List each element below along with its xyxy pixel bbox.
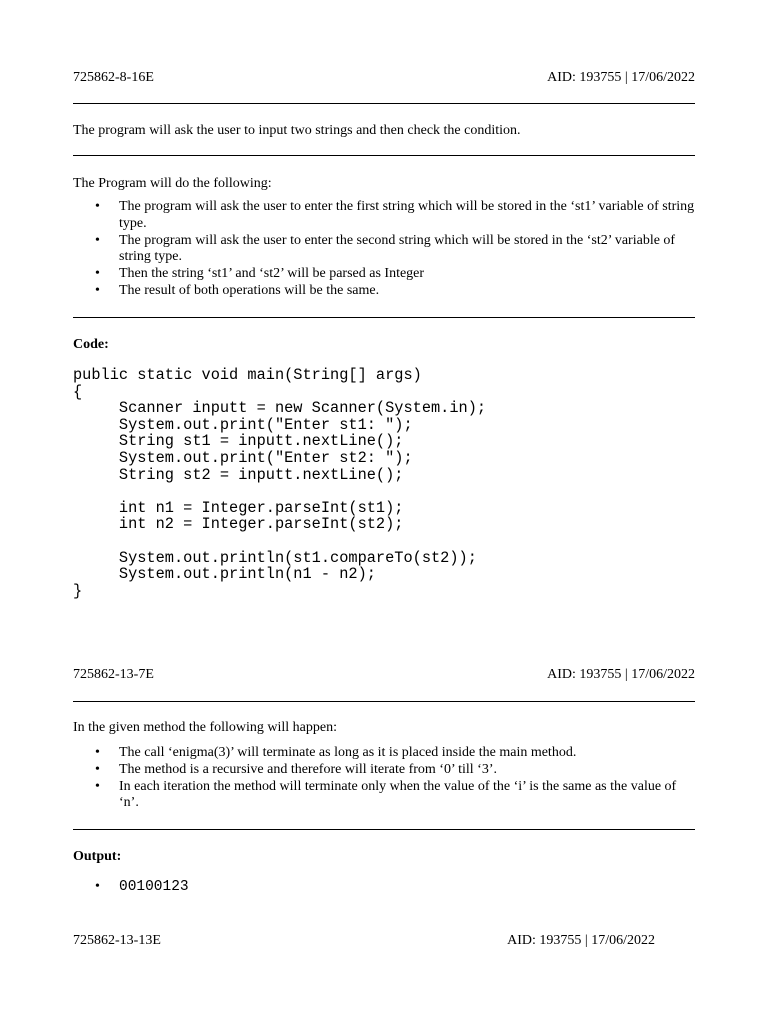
divider xyxy=(73,317,695,318)
code-label: Code: xyxy=(73,337,109,352)
question-id: 725862-13-7E xyxy=(73,667,154,682)
intro-paragraph: The program will ask the user to input two strings and then check the condition. xyxy=(73,123,521,138)
bullet-icon: • xyxy=(95,199,100,214)
output-list xyxy=(73,879,695,896)
answer-id-date: AID: 193755 | 17/06/2022 xyxy=(507,933,655,948)
list-item: • The program will ask the user to enter the second string which will be stored in the ‘st2’ variable of string type. xyxy=(95,232,676,265)
code-block: public static void main(String[] args) { Scanner inputt = new Scanner(System.in); System.out.print("Enter st1: "); String st1 = inputt.nextLine(); System.out.print("Enter st2: "); String st2 = inputt.nextLine(); int n1 = Integer.parseInt(st1); int n2 = Integer.parseInt(st2); System.out.println(st1.compareTo(st2)); System.out.println(n1 - n2); } xyxy=(73,366,487,600)
section2-header xyxy=(73,666,695,683)
bullet-icon: • xyxy=(95,266,100,282)
divider xyxy=(73,155,695,156)
bullet-icon: • xyxy=(95,282,100,298)
output-value: 00100123 xyxy=(119,879,189,895)
bullet-icon: • xyxy=(95,745,100,760)
question-id: 725862-8-16E xyxy=(73,70,154,85)
output-label: Output: xyxy=(73,849,122,864)
lead-paragraph: In the given method the following will happen: xyxy=(73,720,338,735)
divider xyxy=(73,701,695,702)
question-id: 725862-13-13E xyxy=(73,933,161,948)
bullet-icon: • xyxy=(95,879,100,894)
divider xyxy=(73,103,695,104)
list-item: • The call ‘enigma(3)’ will terminate as long as it is placed inside the main method. xyxy=(95,745,577,760)
bullet-icon: • xyxy=(95,778,100,794)
section3-header xyxy=(73,932,655,949)
section1-header xyxy=(73,69,695,86)
list-item: • The program will ask the user to enter the first string which will be stored in the ‘st1’ variable of string type. xyxy=(95,199,695,231)
explanation-list xyxy=(73,745,695,812)
steps-list xyxy=(73,199,695,300)
list-item: • The method is a recursive and therefore will iterate from ‘0’ till ‘3’. xyxy=(95,761,497,777)
list-item: • Then the string ‘st1’ and ‘st2’ will be parsed as Integer xyxy=(95,266,425,282)
list-item: • The result of both operations will be the same. xyxy=(95,282,380,298)
list-item xyxy=(73,879,695,896)
lead-paragraph: The Program will do the following: xyxy=(73,176,272,191)
bullet-icon: • xyxy=(95,232,100,248)
list-item: • In each iteration the method will terminate only when the value of the ‘i’ is the same as the value of ‘n’. xyxy=(95,778,677,811)
answer-id-date: AID: 193755 | 17/06/2022 xyxy=(547,667,695,682)
bullet-icon: • xyxy=(95,761,100,777)
divider xyxy=(73,829,695,830)
answer-id-date: AID: 193755 | 17/06/2022 xyxy=(547,70,695,85)
